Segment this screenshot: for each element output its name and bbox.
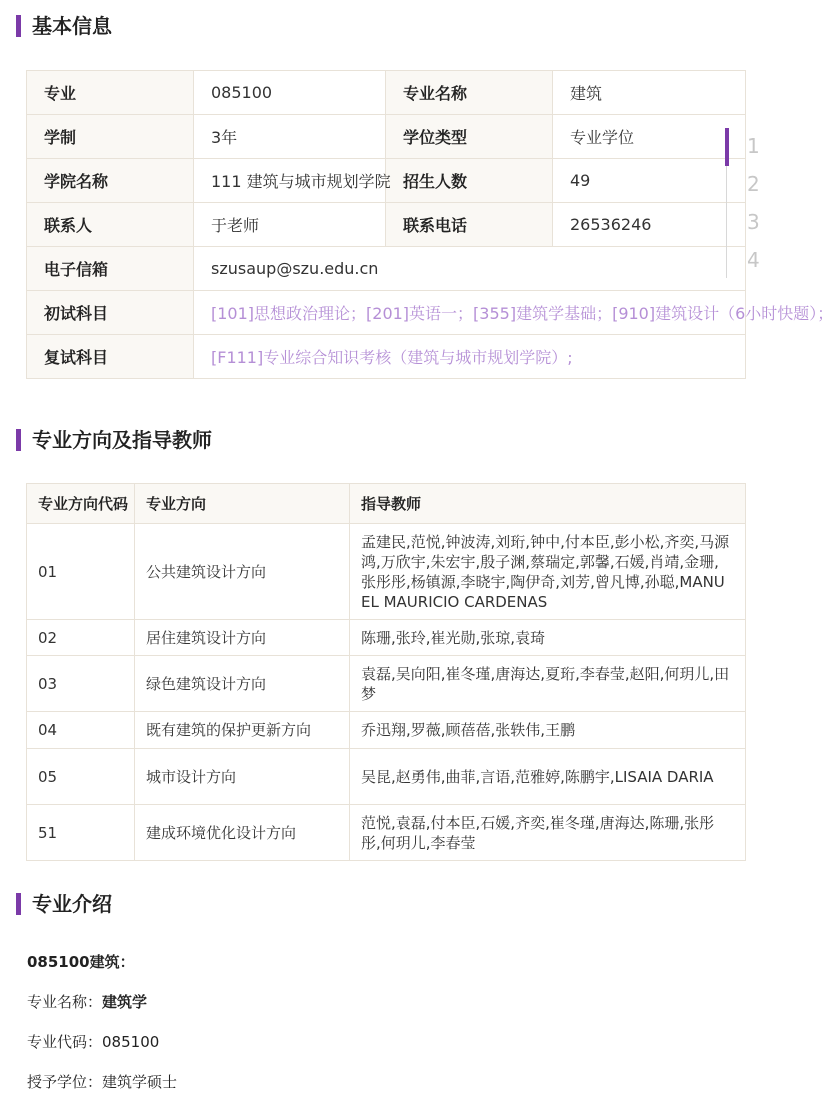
direction-supervisors: 吴昆,赵勇伟,曲菲,言语,范雅婷,陈鹏宇,LISAIA DARIA	[350, 749, 746, 805]
phone-value: 26536246	[553, 203, 746, 247]
intro-degree-value: 建筑学硕士	[102, 1073, 178, 1091]
major-name-value: 建筑	[553, 71, 746, 115]
contact-value: 于老师	[194, 203, 386, 247]
retest-link[interactable]: [F111]专业综合知识考核（建筑与城市规划学院）;	[194, 335, 746, 379]
side-nav-item-4[interactable]: 4	[747, 248, 760, 272]
major-label: 专业	[27, 71, 194, 115]
intro-major-code	[27, 1031, 159, 1052]
degree-type-value: 专业学位	[553, 115, 746, 159]
table-row	[27, 524, 746, 620]
direction-name: 绿色建筑设计方向	[135, 656, 350, 712]
side-nav-item-2[interactable]: 2	[747, 172, 760, 196]
email-value: szusaup@szu.edu.cn	[194, 247, 746, 291]
directions-header-row	[27, 484, 746, 524]
major-code-value: 085100	[194, 71, 386, 115]
info-row-email	[27, 247, 746, 291]
table-row	[27, 805, 746, 861]
intro-degree-label: 授予学位：	[27, 1073, 103, 1091]
direction-name: 既有建筑的保护更新方向	[135, 712, 350, 749]
info-row-duration	[27, 115, 746, 159]
direction-code: 04	[27, 712, 135, 749]
intro-major-code-label: 专业代码：	[27, 1033, 103, 1051]
direction-name: 公共建筑设计方向	[135, 524, 350, 620]
direction-code: 02	[27, 620, 135, 656]
info-row-initial-exam	[27, 291, 746, 335]
direction-name: 建成环境优化设计方向	[135, 805, 350, 861]
intro-degree	[27, 1071, 177, 1092]
table-row	[27, 712, 746, 749]
school-label: 学院名称	[27, 159, 194, 203]
initial-exam-link[interactable]: [101]思想政治理论；[201]英语一；[355]建筑学基础；[910]建筑设计（6小时快题）；	[194, 291, 746, 335]
direction-code: 05	[27, 749, 135, 805]
direction-code: 01	[27, 524, 135, 620]
duration-label: 学制	[27, 115, 194, 159]
section-title-intro: 专业介绍	[16, 893, 112, 915]
initial-exam-label: 初试科目	[27, 291, 194, 335]
phone-label: 联系电话	[386, 203, 553, 247]
info-row-school	[27, 159, 746, 203]
major-name-label: 专业名称	[386, 71, 553, 115]
table-row	[27, 620, 746, 656]
basic-info-table	[26, 70, 833, 379]
info-row-contact	[27, 203, 746, 247]
header-direction-name: 专业方向	[135, 484, 350, 524]
duration-value: 3年	[194, 115, 386, 159]
school-value: 111 建筑与城市规划学院	[194, 159, 386, 203]
direction-supervisors: 孟建民,范悦,钟波涛,刘珩,钟中,付本臣,彭小松,齐奕,马源鸿,万欣宇,朱宏宇,殷子渊,蔡瑞定,郭馨,石媛,肖靖,金珊,张彤彤,杨镇源,李晓宇,陶伊奇,刘芳,曾凡博,孙聪,MANUEL MAURICIO CARDENAS	[350, 524, 746, 620]
intro-major-name	[27, 991, 147, 1012]
intro-major-name-value: 建筑学	[102, 993, 148, 1011]
intro-major-name-label: 专业名称：	[27, 993, 103, 1011]
side-nav-item-3[interactable]: 3	[747, 210, 760, 234]
directions-table	[26, 483, 746, 861]
intro-major-code-value: 085100	[102, 1033, 160, 1051]
direction-supervisors: 陈珊,张玲,崔光勋,张琼,袁琦	[350, 620, 746, 656]
side-section-nav[interactable]	[725, 128, 760, 278]
contact-label: 联系人	[27, 203, 194, 247]
email-label: 电子信箱	[27, 247, 194, 291]
section-title-basic-info: 基本信息	[16, 15, 112, 37]
info-row-retest	[27, 335, 746, 379]
direction-code: 03	[27, 656, 135, 712]
direction-name: 城市设计方向	[135, 749, 350, 805]
section-title-directions: 专业方向及指导教师	[16, 429, 212, 451]
side-nav-indicator	[725, 128, 729, 166]
table-row	[27, 656, 746, 712]
intro-heading-text: 085100建筑：	[27, 953, 135, 971]
table-row	[27, 749, 746, 805]
degree-type-label: 学位类型	[386, 115, 553, 159]
enrollment-value: 49	[553, 159, 746, 203]
intro-heading	[27, 951, 135, 972]
side-nav-item-1[interactable]: 1	[747, 134, 760, 158]
direction-supervisors: 范悦,袁磊,付本臣,石媛,齐奕,崔冬瑾,唐海达,陈珊,张彤彤,何玥儿,李春莹	[350, 805, 746, 861]
header-direction-code: 专业方向代码	[27, 484, 135, 524]
direction-name: 居住建筑设计方向	[135, 620, 350, 656]
info-row-major	[27, 71, 746, 115]
direction-code: 51	[27, 805, 135, 861]
direction-supervisors: 乔迅翔,罗薇,顾蓓蓓,张轶伟,王鹏	[350, 712, 746, 749]
direction-supervisors: 袁磊,吴向阳,崔冬瑾,唐海达,夏珩,李春莹,赵阳,何玥儿,田梦	[350, 656, 746, 712]
enrollment-label: 招生人数	[386, 159, 553, 203]
header-supervisors: 指导教师	[350, 484, 746, 524]
retest-label: 复试科目	[27, 335, 194, 379]
